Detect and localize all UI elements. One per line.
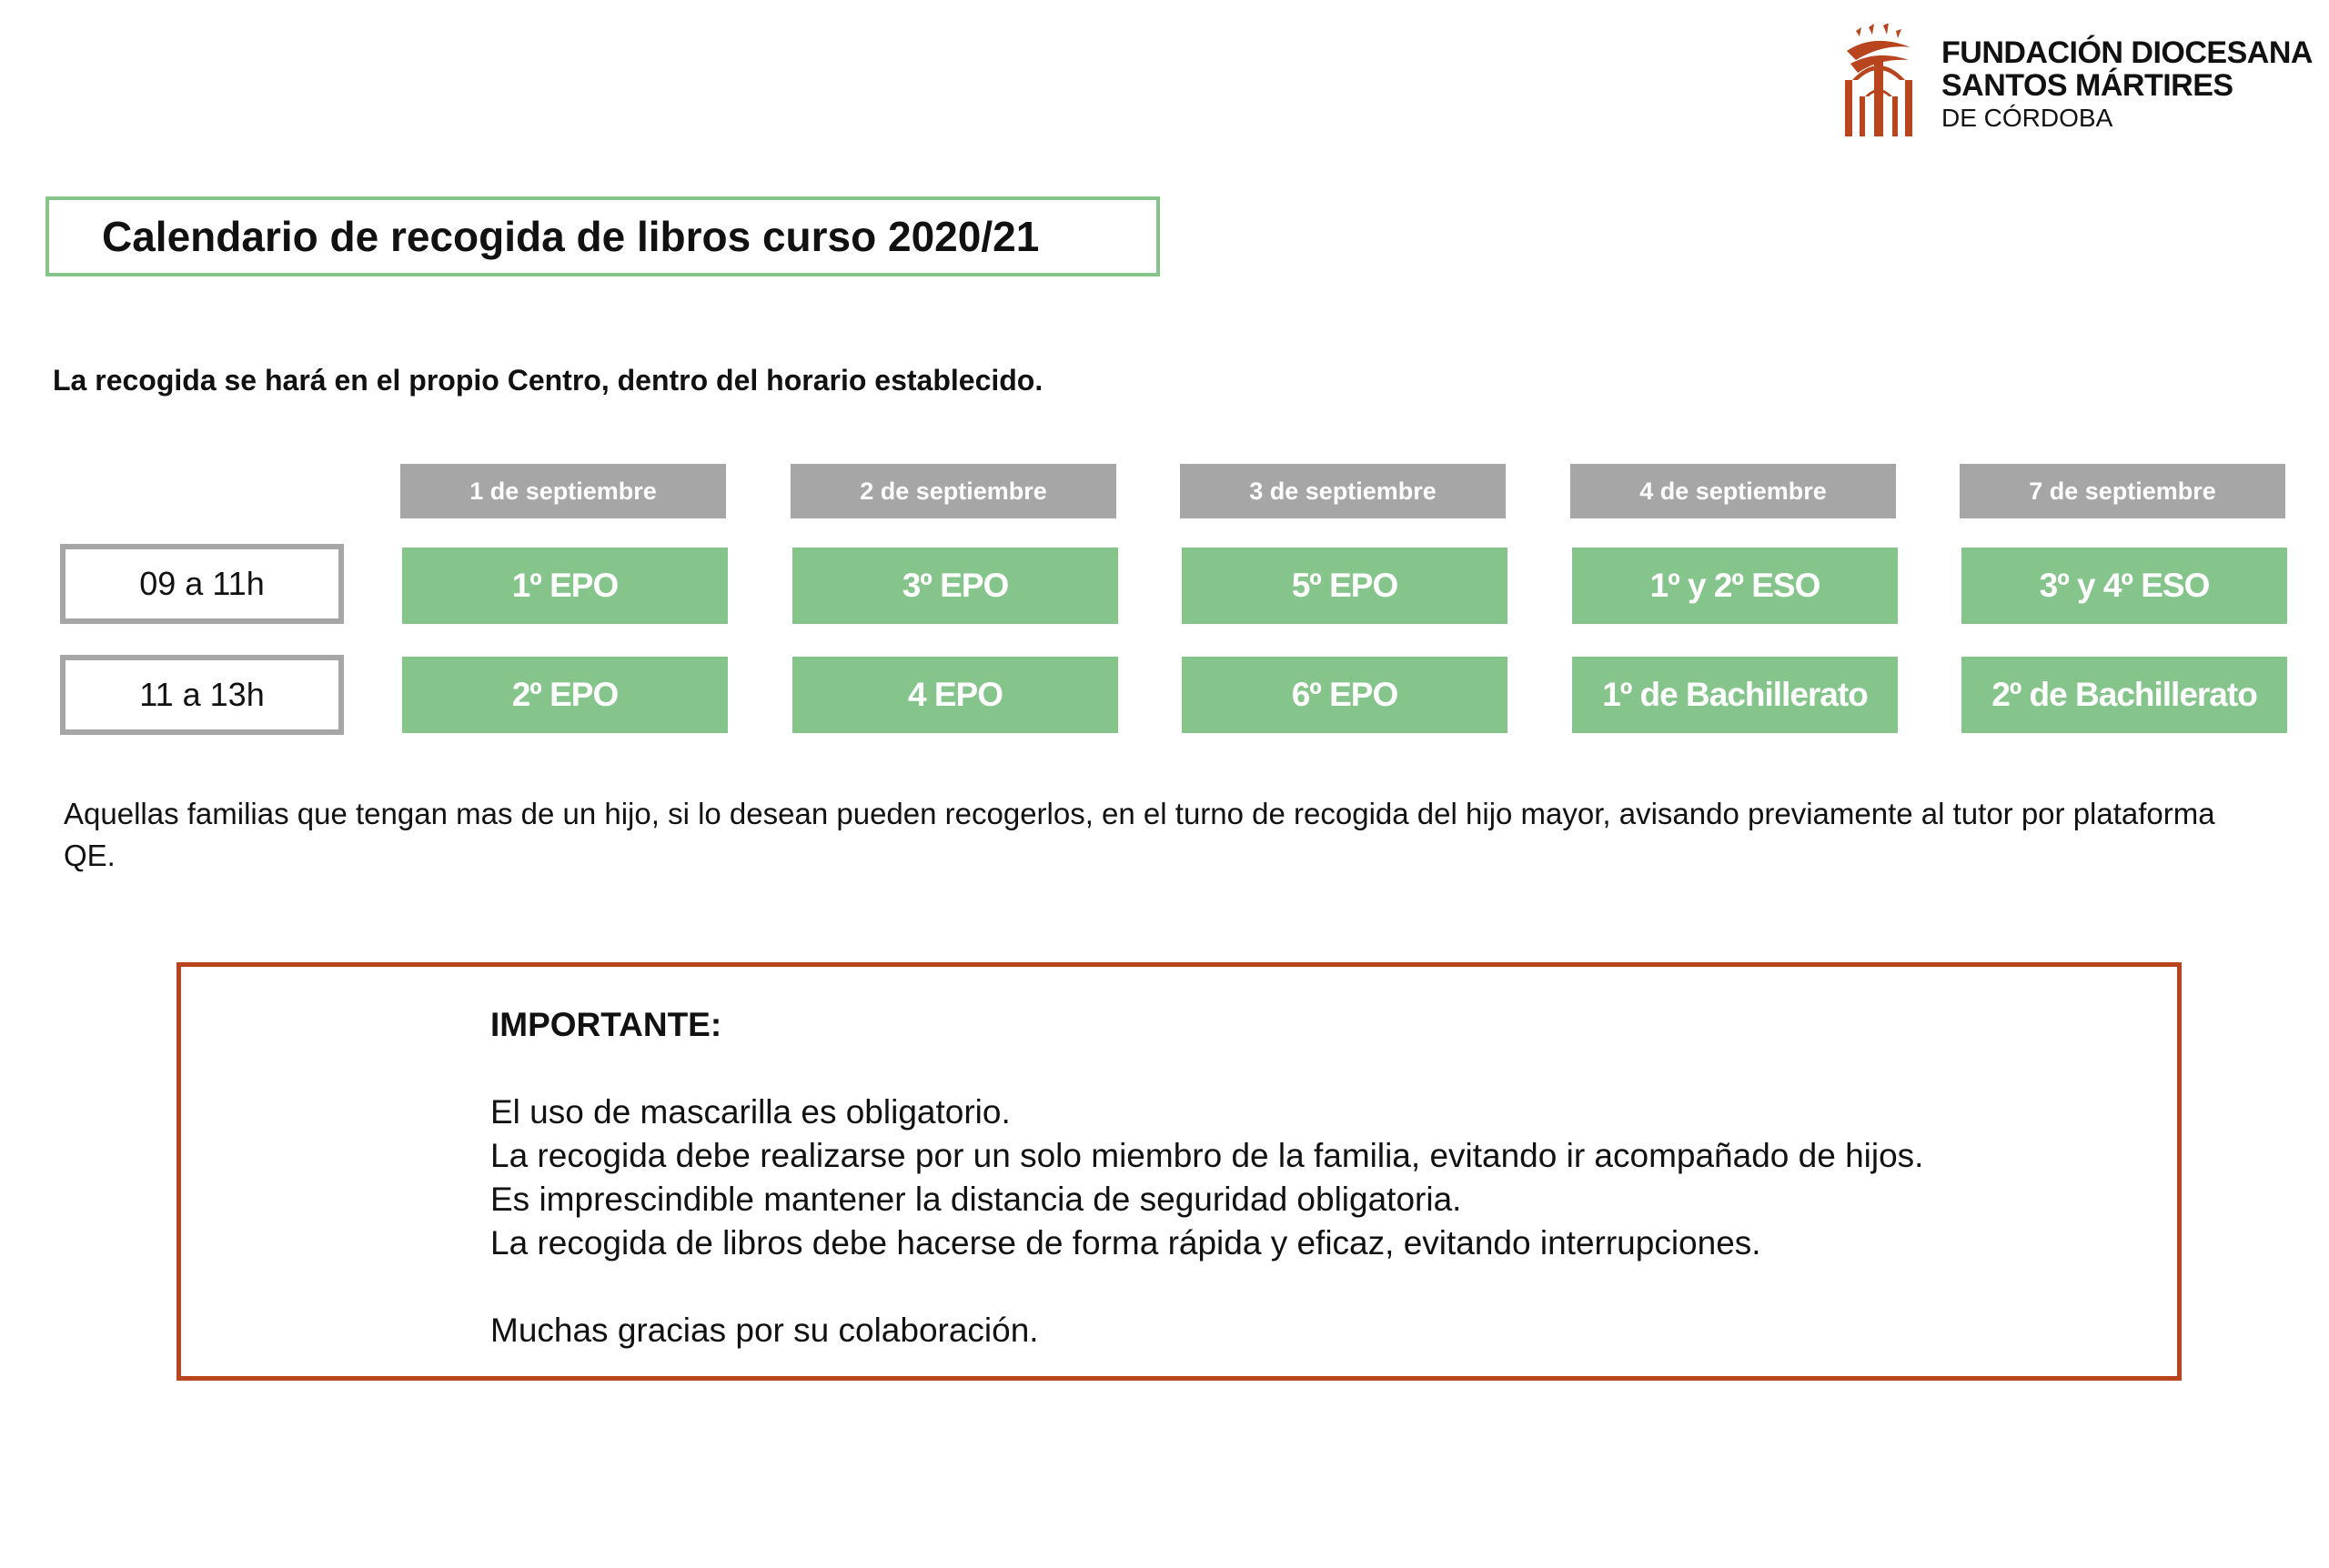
date-header: 1 de septiembre [400, 464, 726, 518]
logo-line-1: FUNDACIÓN DIOCESANA [1941, 35, 2313, 70]
time-slot-label: 11 a 13h [60, 655, 344, 735]
group-cell: 2º EPO [402, 657, 728, 733]
important-line: Es imprescindible mantener la distancia de seguridad obligatoria. [490, 1181, 1462, 1218]
group-cell: 1º EPO [402, 548, 728, 624]
closing-thanks: Muchas gracias por su colaboración. [490, 1312, 1039, 1349]
important-box [176, 962, 2182, 1381]
date-header: 7 de septiembre [1960, 464, 2285, 518]
title-box [45, 196, 1160, 276]
important-line: La recogida de libros debe hacerse de forma rápida y eficaz, evitando interrupciones. [490, 1224, 1761, 1261]
group-cell: 3º y 4º ESO [1961, 548, 2287, 624]
group-cell: 1º y 2º ESO [1572, 548, 1898, 624]
subtitle: La recogida se hará en el propio Centro, dentro del horario establecido. [53, 364, 1044, 397]
logo-line-3: DE CÓRDOBA [1941, 104, 2113, 132]
logo-line-2: SANTOS MÁRTIRES [1941, 68, 2233, 103]
group-cell: 6º EPO [1182, 657, 1507, 733]
group-cell: 2º de Bachillerato [1961, 657, 2287, 733]
foundation-logo [1838, 24, 2311, 142]
important-line: El uso de mascarilla es obligatorio. [490, 1093, 1011, 1131]
group-cell: 3º EPO [792, 548, 1118, 624]
important-line: La recogida debe realizarse por un solo miembro de la familia, evitando ir acompañado de hijos. [490, 1137, 1924, 1174]
group-cell: 1º de Bachillerato [1572, 657, 1898, 733]
date-header: 3 de septiembre [1180, 464, 1506, 518]
important-title: IMPORTANTE: [490, 1006, 722, 1043]
date-header: 2 de septiembre [791, 464, 1116, 518]
time-slot-label: 09 a 11h [60, 544, 344, 624]
palm-arches-emblem-icon [1838, 24, 1920, 142]
group-cell: 4 EPO [792, 657, 1118, 733]
page-title: Calendario de recogida de libros curso 2020/21 [102, 213, 1040, 260]
group-cell: 5º EPO [1182, 548, 1507, 624]
families-note: Aquellas familias que tengan mas de un hijo, si lo desean pueden recogerlos, en el turno de recogida del hijo mayor, avisando previamente al tutor por plataforma QE. [64, 797, 2215, 872]
date-header: 4 de septiembre [1570, 464, 1896, 518]
